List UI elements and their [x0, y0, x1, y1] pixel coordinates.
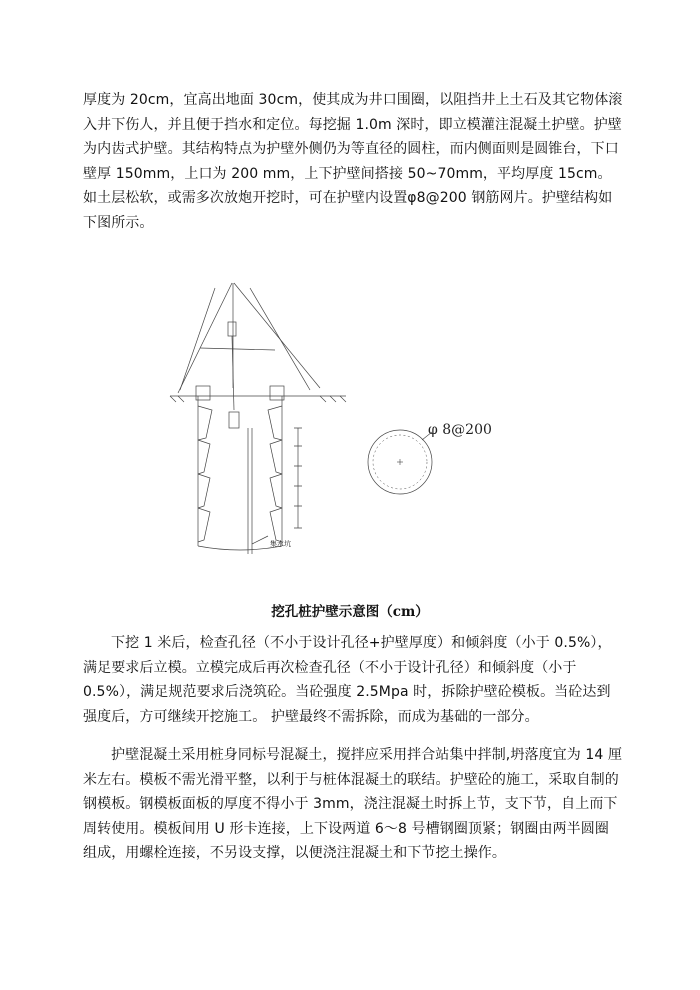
figure-caption: 挖孔桩护壁示意图（cm）: [271, 604, 429, 620]
paragraph-concrete-formwork: 护壁混凝土采用桩身同标号混凝土，搅拌应采用拌合站集中拌制,坍落度宜为 14 厘米左右。模板不需光滑平整，以利于与桩体混凝土的联结。护壁砼的施工，采取自制的钢模板。钢模板面板的厚度不得小于 3mm，浇注混凝土时拆上节，支下节，自上而下周转使用。模板间用 U 形卡连接，上下设两道 6～8 号槽钢圈顶紧；钢圈由两半圆圈组成，用螺栓连接，不另设支撑，以便浇注混凝土和下节挖土操作。: [83, 747, 623, 861]
rebar-mesh-diagram: [360, 410, 500, 510]
sump-label: 集水坑: [270, 540, 291, 548]
rebar-spec-label: φ 8@200: [428, 422, 492, 438]
pulley: [228, 322, 236, 336]
bucket: [229, 412, 239, 428]
paragraph-wall-description: 厚度为 20cm，宜高出地面 30cm，使其成为井口围圈，以阻挡井上土石及其它物体滚入井下伤人，并且便于挡水和定位。每挖掘 1.0m 深时，即立模灌注混凝土护壁。护壁为内齿式护壁。其结构特点为护壁外侧仍为等直径的圆柱，而内侧面则是圆锥台，下口壁厚 150mm，上口为 200 mm，上下护壁间搭接 50~70mm，平均厚度 15cm。如土层松软，或需多次放炮开挖时，可在护壁内设置φ8@200 钢筋网片。护壁结构如下图所示。: [83, 92, 623, 231]
pile-wall-section-diagram: [160, 278, 360, 568]
paragraph-inspection: 下挖 1 米后，检查孔径（不小于设计孔径+护壁厚度）和倾斜度（小于 0.5%），满足要求后立模。立模完成后再次检查孔径（不小于设计孔径）和倾斜度（小于 0.5%），满足规范要求后浇筑砼。当砼强度 2.5Mpa 时，拆除护壁砼模板。当砼达到强度后，方可继续开挖施工。 护壁最终不需拆除，而成为基础的一部分。: [83, 635, 612, 725]
tripod-leg-right: [234, 283, 320, 388]
tripod-leg-left: [178, 283, 232, 393]
